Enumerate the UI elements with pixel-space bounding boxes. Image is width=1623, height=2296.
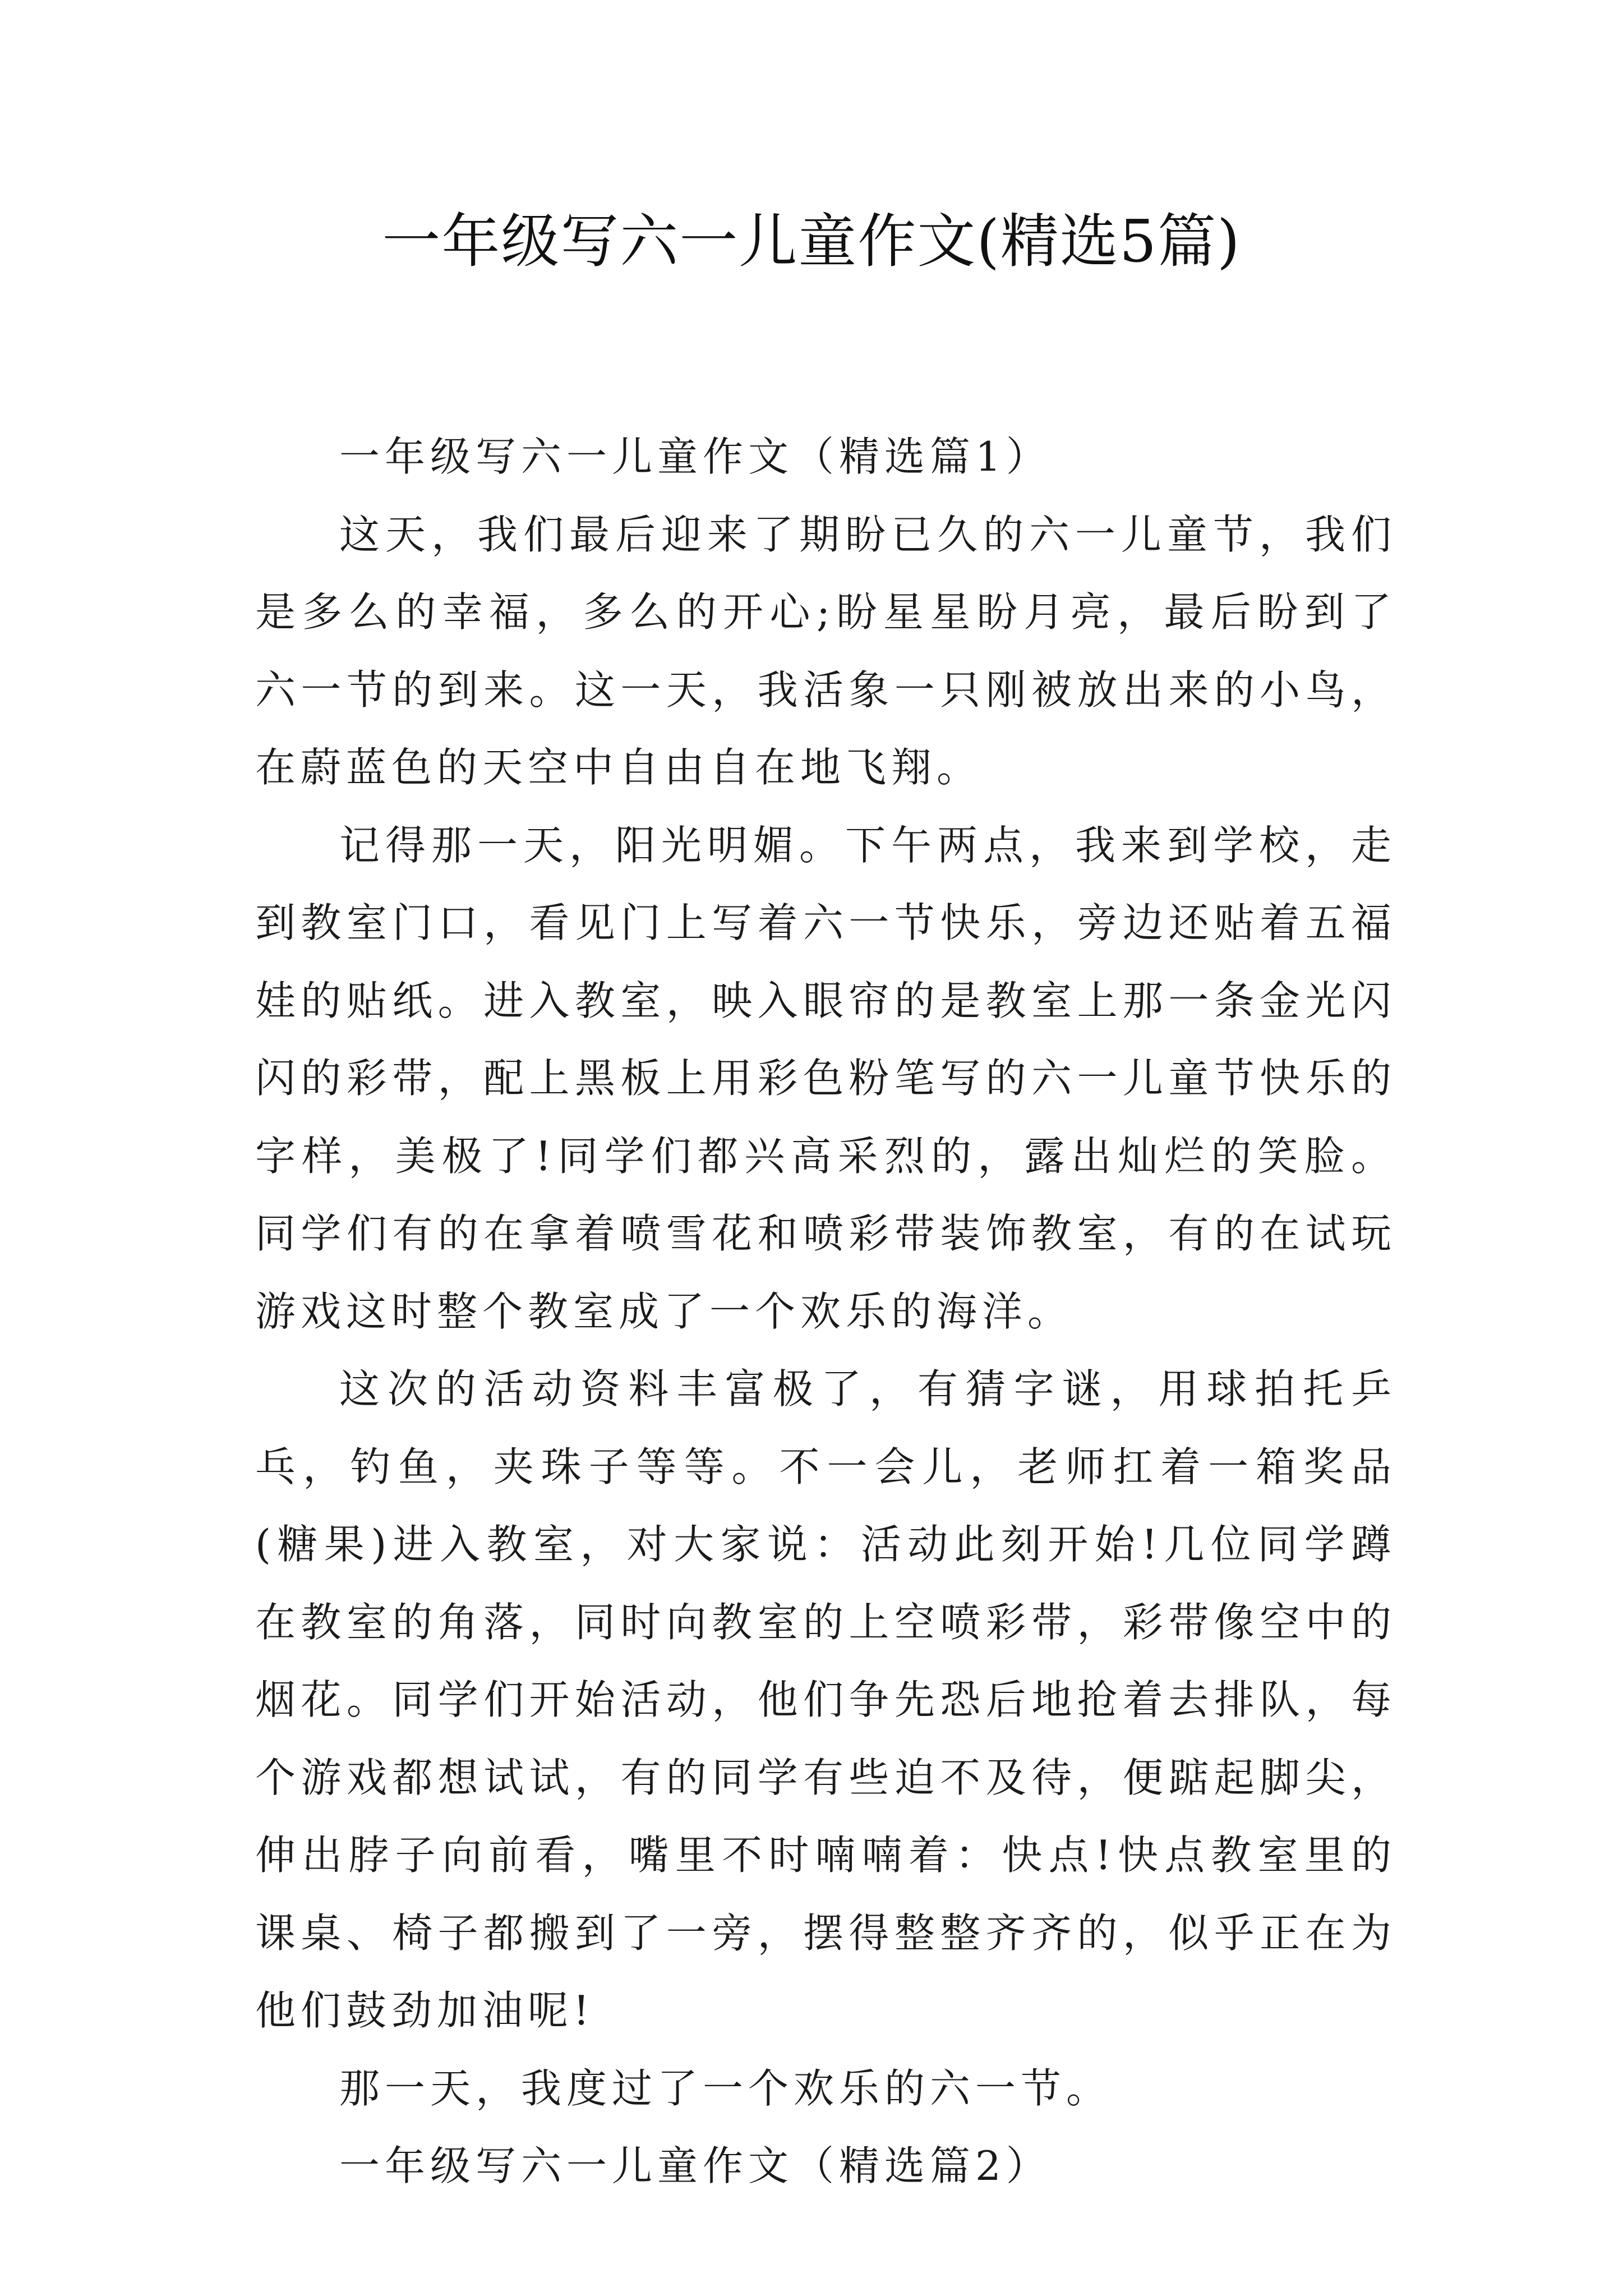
section-heading-1: 一年级写六一儿童作文（精选篇1） xyxy=(339,433,1052,480)
paragraph-2: 记得那一天，阳光明媚。下午两点，我来到学校，走到教室门口，看见门上写着六一节快乐，旁边还贴着五福娃的贴纸。进入教室，映入眼帘的是教室上那一条金光闪闪的彩带，配上黑板上用彩色粉笔写的六一儿童节快乐的字样，美极了!同学们都兴高采烈的，露出灿烂的笑脸。同学们有的在拿着喷雪花和喷彩带装饰教室，有的在试玩游戏这时整个教室成了一个欢乐的海洋。 xyxy=(255,821,1396,1335)
paragraph-4: 那一天，我度过了一个欢乐的六一节。 xyxy=(339,2064,1112,2112)
paragraph-1: 这天，我们最后迎来了期盼已久的六一儿童节，我们是多么的幸福，多么的开心;盼星星盼月亮，最后盼到了六一节的到来。这一天，我活象一只刚被放出来的小鸟，在蔚蓝色的天空中自由自在地飞翔。 xyxy=(255,510,1396,791)
section-heading-2: 一年级写六一儿童作文（精选篇2） xyxy=(339,2142,1052,2189)
paragraph-3: 这次的活动资料丰富极了，有猜字谜，用球拍托乒乓，钓鱼，夹珠子等等。不一会儿，老师扛着一箱奖品(糖果)进入教室，对大家说：活动此刻开始!几位同学蹲在教室的角落，同时向教室的上空喷彩带，彩带像空中的烟花。同学们开始活动，他们争先恐后地抢着去排队，每个游戏都想试试，有的同学有些迫不及待，便踮起脚尖，伸出脖子向前看，嘴里不时喃喃着：快点!快点教室里的课桌、椅子都搬到了一旁，摆得整整齐齐的，似乎正在为他们鼓劲加油呢! xyxy=(255,1365,1396,2034)
document-body xyxy=(255,418,1396,2205)
document-title: 一年级写六一儿童作文(精选5篇) xyxy=(382,207,1241,275)
